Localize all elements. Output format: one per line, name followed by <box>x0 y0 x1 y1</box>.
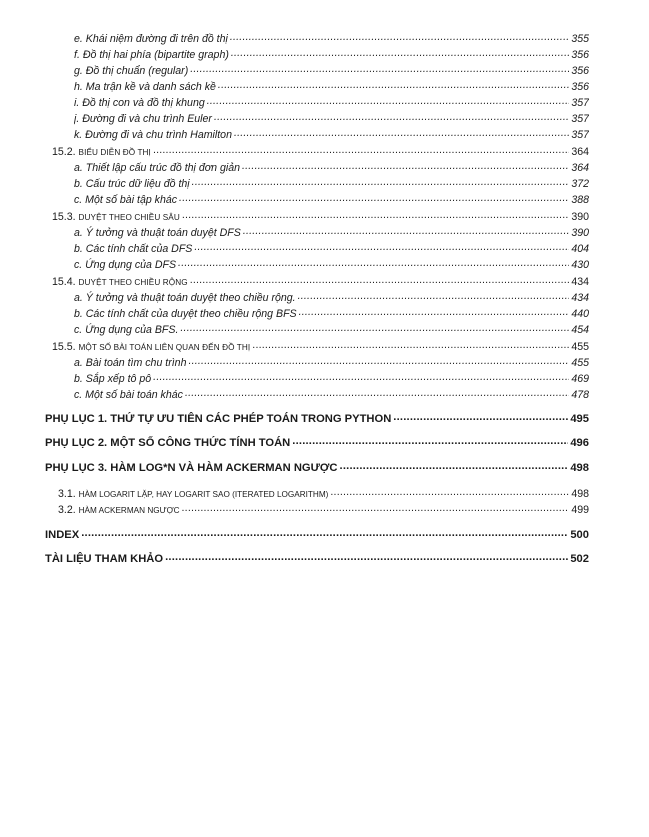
toc-entry-15-3-b[interactable] <box>74 241 589 255</box>
toc-page-number: 478 <box>571 388 589 401</box>
toc-entry-j[interactable] <box>74 111 589 125</box>
dot-leader <box>81 527 568 538</box>
section-title: HÀM LOGARIT LẶP, HAY LOGARIT SAO (ITERATED LOGARITHM) <box>78 489 329 499</box>
toc-page-number: 364 <box>571 145 589 158</box>
toc-index[interactable] <box>45 527 589 543</box>
toc-entry-15-3-a[interactable] <box>74 225 589 239</box>
toc-entry-label: i. Đồ thị con và đồ thị khung <box>74 96 205 109</box>
section-title: DUYỆT THEO CHIỀU RỘNG <box>78 277 188 287</box>
toc-entry-label: b. Cấu trúc dữ liệu đồ thị <box>74 177 190 190</box>
toc-entry-label: c. Một số bài toán khác <box>74 388 183 401</box>
toc-entry-15-4-c[interactable] <box>74 322 589 336</box>
toc-page-number: 498 <box>570 462 589 475</box>
toc-page-number: 434 <box>571 291 589 304</box>
dot-leader <box>292 435 568 446</box>
toc-page-number: 372 <box>571 177 589 190</box>
toc-entry-label: c. Ứng dụng của BFS. <box>74 323 179 336</box>
toc-page-number: 390 <box>571 226 589 239</box>
toc-section-label <box>52 211 180 223</box>
toc-section-label <box>52 276 188 288</box>
toc-entry-3-1[interactable] <box>58 486 589 500</box>
toc-page-number: 357 <box>571 96 589 109</box>
toc-entry-label: a. Bài toán tìm chu trình <box>74 356 187 369</box>
toc-page-number: 499 <box>571 503 589 516</box>
toc-entry-g[interactable] <box>74 63 589 77</box>
dot-leader <box>180 322 569 333</box>
toc-page-number: 356 <box>571 80 589 93</box>
section-number: 15.2. <box>52 145 79 158</box>
dot-leader <box>218 79 569 90</box>
toc-entry-15-5-a[interactable] <box>74 355 589 369</box>
dot-leader <box>194 241 569 252</box>
toc-section-label <box>52 341 250 353</box>
toc-references-label: TÀI LIỆU THAM KHẢO <box>45 553 164 566</box>
toc-entry-15-4-a[interactable] <box>74 290 589 304</box>
toc-section-15-2[interactable] <box>52 144 589 158</box>
toc-entry-15-5-c[interactable] <box>74 387 589 401</box>
toc-section-15-3[interactable] <box>52 209 589 223</box>
toc-entry-h[interactable] <box>74 79 589 93</box>
dot-leader <box>178 257 569 268</box>
toc-page-number: 455 <box>571 340 589 353</box>
toc-entry-label: f. Đồ thị hai phía (bipartite graph) <box>74 48 229 61</box>
toc-appendix-3[interactable] <box>45 460 589 476</box>
toc-page-number: 500 <box>570 529 589 542</box>
section-title: HÀM ACKERMAN NGƯỢC <box>78 505 180 515</box>
dot-leader <box>185 387 569 398</box>
toc-page-number: 357 <box>571 128 589 141</box>
toc-section-15-5[interactable] <box>52 339 589 353</box>
toc-section-label <box>52 146 151 158</box>
dot-leader <box>179 192 569 203</box>
dot-leader <box>299 306 570 317</box>
toc-section-15-4[interactable] <box>52 274 589 288</box>
dot-leader <box>190 63 569 74</box>
toc-page-number: 469 <box>571 372 589 385</box>
toc-entry-label: a. Ý tưởng và thuật toán duyệt DFS <box>74 226 241 239</box>
toc-page-number: 455 <box>571 356 589 369</box>
toc-page-number: 404 <box>571 242 589 255</box>
dot-leader <box>207 95 570 106</box>
toc-entry-15-3-c[interactable] <box>74 257 589 271</box>
toc-entry-label: c. Một số bài tập khác <box>74 193 178 206</box>
dot-leader <box>153 371 569 382</box>
toc-section-label <box>58 488 328 500</box>
toc-page-number: 357 <box>571 112 589 125</box>
section-number: 3.1. <box>58 487 79 500</box>
toc-page-number: 495 <box>570 413 589 426</box>
toc-page-number: 355 <box>571 32 589 45</box>
toc-entry-15-2-c[interactable] <box>74 192 589 206</box>
dot-leader <box>231 47 569 58</box>
toc-entry-label: e. Khái niệm đường đi trên đồ thị <box>74 32 228 45</box>
toc-entry-15-2-a[interactable] <box>74 160 589 174</box>
dot-leader <box>190 274 570 285</box>
dot-leader <box>214 111 569 122</box>
toc-entry-label: j. Đường đi và chu trình Euler <box>74 112 212 125</box>
toc-page-number: 390 <box>571 210 589 223</box>
toc-entry-label: b. Các tính chất của duyệt theo chiều rộng BFS <box>74 307 297 320</box>
toc-page-number: 430 <box>571 258 589 271</box>
dot-leader <box>234 127 569 138</box>
toc-page-number: 356 <box>571 48 589 61</box>
dot-leader <box>182 502 570 513</box>
section-title: MỘT SỐ BÀI TOÁN LIÊN QUAN ĐẾN ĐỒ THỊ <box>78 342 251 352</box>
toc-entry-label: a. Thiết lập cấu trúc đồ thị đơn giản <box>74 161 240 174</box>
dot-leader <box>330 486 569 497</box>
toc-index-label: INDEX <box>45 529 80 542</box>
toc-entry-label: b. Các tính chất của DFS <box>74 242 193 255</box>
section-number: 3.2. <box>58 503 79 516</box>
toc-references[interactable] <box>45 551 589 567</box>
toc-entry-label: b. Sắp xếp tô pô <box>74 372 152 385</box>
section-number: 15.5. <box>52 340 79 353</box>
toc-appendix-label: PHỤ LỤC 1. THỨ TỰ ƯU TIÊN CÁC PHÉP TOÁN TRONG PYTHON <box>45 413 392 426</box>
toc-entry-label: k. Đường đi và chu trình Hamilton <box>74 128 232 141</box>
toc-entry-15-5-b[interactable] <box>74 371 589 385</box>
dot-leader <box>242 160 569 171</box>
section-title: BIỂU DIỄN ĐỒ THỊ <box>78 147 151 157</box>
toc-page-number: 364 <box>571 161 589 174</box>
toc-appendix-2[interactable] <box>45 435 589 451</box>
dot-leader <box>340 460 569 471</box>
toc-section-label <box>58 504 180 516</box>
toc-page-number: 434 <box>571 275 589 288</box>
toc-entry-label: h. Ma trận kề và danh sách kề <box>74 80 216 93</box>
section-number: 15.4. <box>52 275 79 288</box>
dot-leader <box>393 411 568 422</box>
toc-page-number: 498 <box>571 487 589 500</box>
toc-appendix-label: PHỤ LỤC 3. HÀM LOG*N VÀ HÀM ACKERMAN NGƯỢC <box>45 462 338 475</box>
toc-entry-f[interactable] <box>74 47 589 61</box>
toc-entry-label: a. Ý tưởng và thuật toán duyệt theo chiều rộng. <box>74 291 296 304</box>
toc-entry-label: c. Ứng dụng của DFS <box>74 258 177 271</box>
toc-entry-label: g. Đồ thị chuẩn (regular) <box>74 64 189 77</box>
section-title: DUYỆT THEO CHIỀU SÂU <box>78 212 180 222</box>
toc-entry-15-4-b[interactable] <box>74 306 589 320</box>
dot-leader <box>153 144 569 155</box>
dot-leader <box>298 290 570 301</box>
toc-entry-k[interactable] <box>74 127 589 141</box>
toc-entry-3-2[interactable] <box>58 502 589 516</box>
dot-leader <box>188 355 569 366</box>
toc-page-number: 454 <box>571 323 589 336</box>
dot-leader <box>182 209 569 220</box>
toc-page-number: 388 <box>571 193 589 206</box>
dot-leader <box>165 551 568 562</box>
dot-leader <box>243 225 569 236</box>
dot-leader <box>252 339 569 350</box>
toc-page-number: 440 <box>571 307 589 320</box>
toc-page-number: 356 <box>571 64 589 77</box>
toc-entry-i[interactable] <box>74 95 589 109</box>
toc-entry-e[interactable] <box>74 31 589 45</box>
toc-entry-15-2-b[interactable] <box>74 176 589 190</box>
toc-page-number: 502 <box>570 553 589 566</box>
section-number: 15.3. <box>52 210 79 223</box>
dot-leader <box>192 176 570 187</box>
toc-page-number: 496 <box>570 437 589 450</box>
dot-leader <box>230 31 569 42</box>
toc-appendix-1[interactable] <box>45 411 589 427</box>
toc-appendix-label: PHỤ LỤC 2. MỘT SỐ CÔNG THỨC TÍNH TOÁN <box>45 437 291 450</box>
